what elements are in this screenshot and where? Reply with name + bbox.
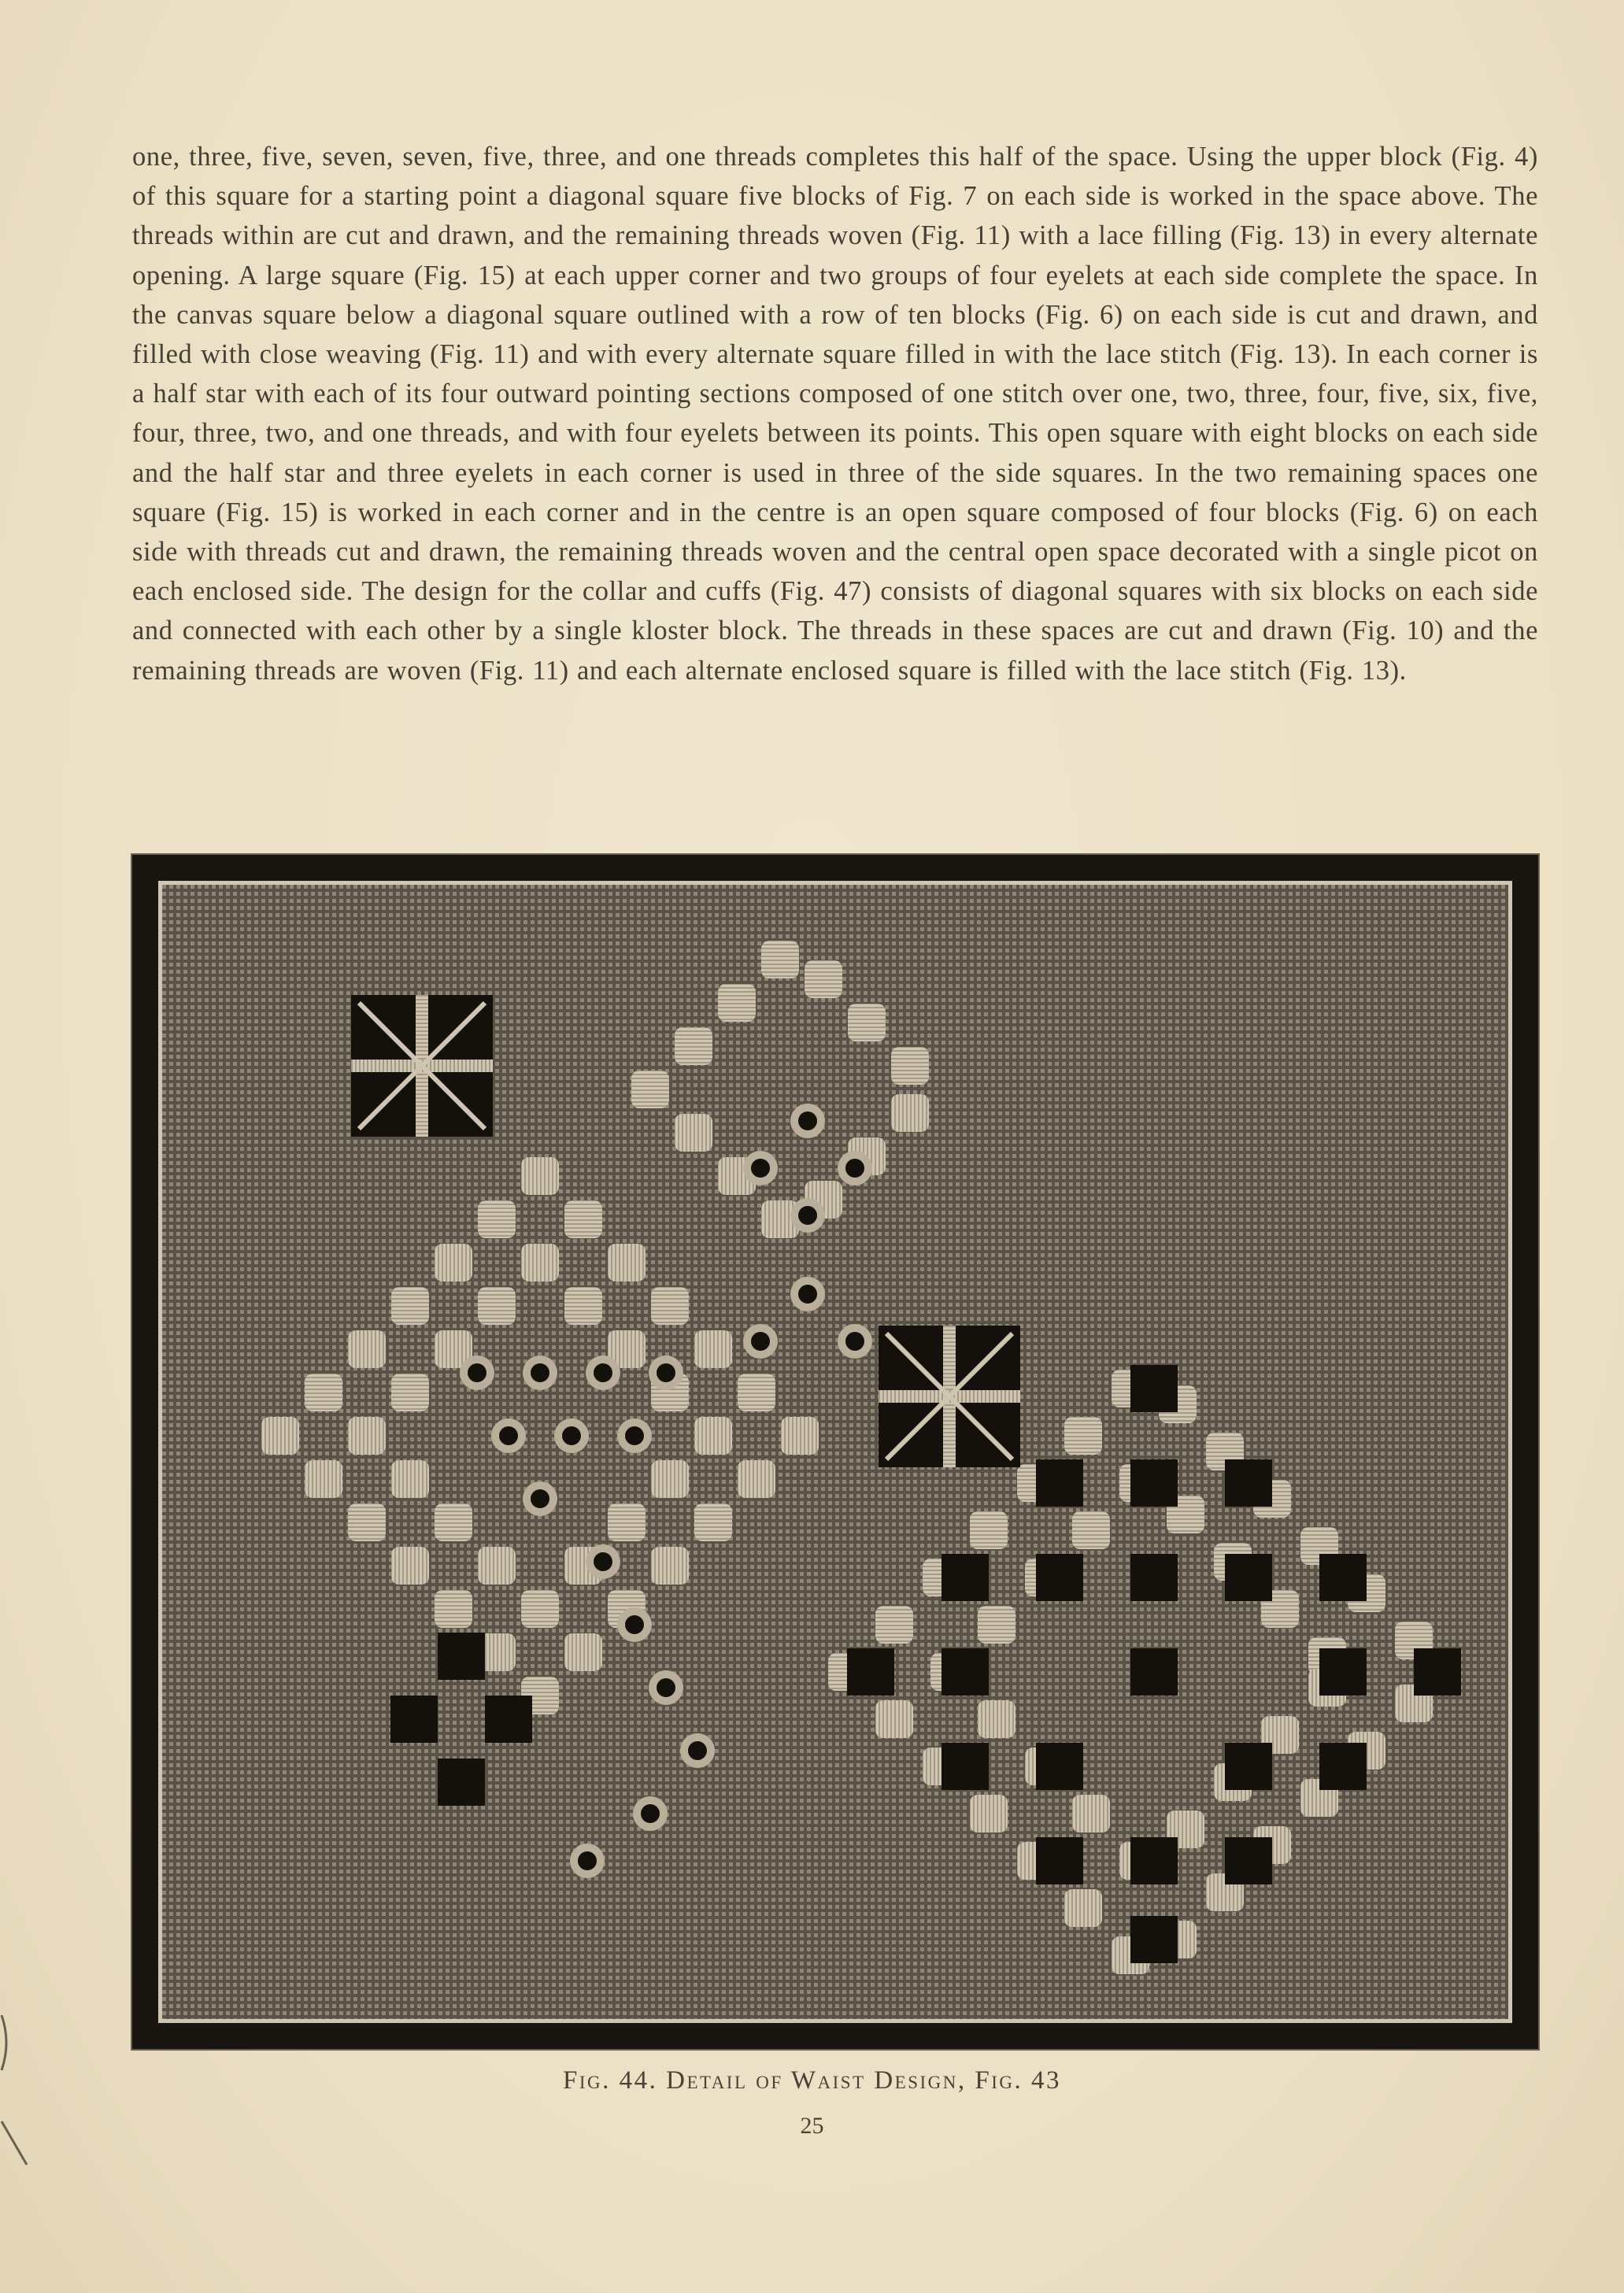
eyelet-hole [798,1285,817,1304]
figure-caption: Fig. 44. Detail of Waist Design, Fig. 43 [562,2066,1061,2095]
kloster-block [970,1511,1008,1549]
kloster-block [718,984,756,1022]
cut-opening [1319,1648,1367,1696]
cut-opening [1225,1837,1272,1884]
eyelet-hole [845,1159,864,1178]
eyelet-hole [657,1678,675,1697]
cut-opening [1036,1554,1083,1601]
cut-opening [1036,1459,1083,1507]
kloster-block [761,941,799,978]
eyelet-hole [845,1332,864,1351]
eyelet-hole [751,1159,770,1178]
cut-opening [1319,1554,1367,1601]
page-number: 25 [800,2113,824,2139]
cut-opening [390,1696,438,1743]
embroidery-image [162,885,1508,2019]
kloster-block [305,1374,342,1411]
eyelet-hole [798,1206,817,1225]
eyelet-hole [562,1426,581,1445]
kloster-block [875,1700,913,1738]
kloster-block [435,1503,472,1541]
kloster-block [738,1374,775,1411]
kloster-block [694,1417,732,1455]
kloster-block [521,1590,559,1628]
kloster-block [435,1590,472,1628]
body-paragraph: one, three, five, seven, seven, five, three, and one threads completes this half of the space. Using the upper block (Fig. 4) of this square for a starting point a diagonal square five blocks of Fig. 7 on each side is worked in the space above. The threads within are cut and drawn, and the remaining threads woven (Fig. 11) with a lace filling (Fig. 13) in every alternate opening. A large square (Fig. 15) at each upper corner and two groups of four eyelets at each side complete the space. In the canvas square below a diagonal square outlined with a row of ten blocks (Fig. 6) on each side is cut and drawn, and filled with close weaving (Fig. 11) and with every alternate square filled in with the lace stitch (Fig. 13). In each corner is a half star with each of its four outward pointing sections composed of one stitch over one, two, three, four, five, six, five, four, three, two, and one threads, and with four eyelets between its points. This open square with eight blocks on each side and the half star and three eyelets in each corner is used in three of the side squares. In the two remaining spaces one square (Fig. 15) is worked in each corner and in the centre is an open square composed of four blocks (Fig. 6) on each side with threads cut and drawn, the remaining threads woven and the central open space decorated with a single picot on each enclosed side. The design for the collar and cuffs (Fig. 47) consists of diagonal squares with six blocks on each side and connected with each other by a single kloster block. The threads in these spaces are cut and drawn (Fig. 10) and the remaining threads are woven (Fig. 11) and each alternate enclosed square is filled with the lace stitch (Fig. 13). [132,142,1538,686]
cut-opening [847,1648,894,1696]
eyelet-hole [625,1615,644,1634]
cut-opening [1225,1743,1272,1790]
eyelet-hole [578,1851,597,1870]
kloster-block [675,1114,712,1152]
kloster-block [651,1460,689,1498]
eyelet-hole [798,1111,817,1130]
cut-opening [1414,1648,1461,1696]
kloster-block [564,1200,602,1238]
kloster-block [675,1027,712,1065]
kloster-block [1064,1417,1102,1455]
kloster-block [781,1417,819,1455]
kloster-block [805,960,842,998]
eyelet-hole [641,1804,660,1823]
kloster-block [651,1547,689,1585]
cut-opening [1225,1459,1272,1507]
kloster-block [478,1547,516,1585]
kloster-block [970,1795,1008,1833]
kloster-block [848,1004,886,1041]
kloster-block [608,1503,646,1541]
cut-opening [941,1648,989,1696]
eyelet-hole [594,1363,612,1382]
kloster-block [391,1287,429,1325]
cut-opening [438,1759,485,1806]
embroidery-photograph [158,881,1512,2023]
eyelet-hole [657,1363,675,1382]
eyelet-hole [594,1552,612,1571]
cut-opening [1036,1743,1083,1790]
figure-plate [132,855,1538,2049]
kloster-block [891,1094,929,1132]
kloster-block [564,1287,602,1325]
eyelet-hole [499,1426,518,1445]
cut-opening [438,1633,485,1680]
kloster-block [478,1287,516,1325]
kloster-block [608,1244,646,1281]
kloster-block [1064,1889,1102,1927]
eyelet-hole [531,1363,549,1382]
kloster-block [1072,1795,1110,1833]
kloster-block [564,1633,602,1671]
eyelet-hole [751,1332,770,1351]
kloster-block [694,1330,732,1368]
kloster-block [305,1460,342,1498]
kloster-block [435,1244,472,1281]
cut-opening [1130,1648,1178,1696]
kloster-block [1072,1511,1110,1549]
kloster-block [651,1287,689,1325]
kloster-block [891,1047,929,1085]
cut-opening [1319,1743,1367,1790]
cut-opening [1130,1837,1178,1884]
kloster-block [978,1700,1015,1738]
kloster-block [478,1200,516,1238]
kloster-block [694,1503,732,1541]
cut-opening [485,1696,532,1743]
woven-square-upper-left [351,995,493,1137]
kloster-block [348,1417,386,1455]
kloster-block [348,1503,386,1541]
cut-opening [1225,1554,1272,1601]
kloster-block [391,1547,429,1585]
kloster-block [738,1460,775,1498]
eyelet-hole [625,1426,644,1445]
cut-opening [1130,1459,1178,1507]
cut-opening [1130,1365,1178,1412]
cut-opening [1130,1916,1178,1963]
kloster-block [261,1417,299,1455]
eyelet-hole [468,1363,486,1382]
kloster-block [631,1071,669,1108]
kloster-block [348,1330,386,1368]
kloster-block [875,1606,913,1644]
kloster-block [391,1460,429,1498]
cut-opening [941,1554,989,1601]
kloster-block [978,1606,1015,1644]
cut-opening [1036,1837,1083,1884]
eyelet-hole [531,1489,549,1508]
cut-opening [941,1743,989,1790]
kloster-block [391,1374,429,1411]
kloster-block [521,1244,559,1281]
scan-edge-mark [0,2015,31,2173]
woven-square-centre [879,1326,1020,1467]
kloster-block [521,1157,559,1195]
eyelet-hole [688,1741,707,1760]
cut-opening [1130,1554,1178,1601]
